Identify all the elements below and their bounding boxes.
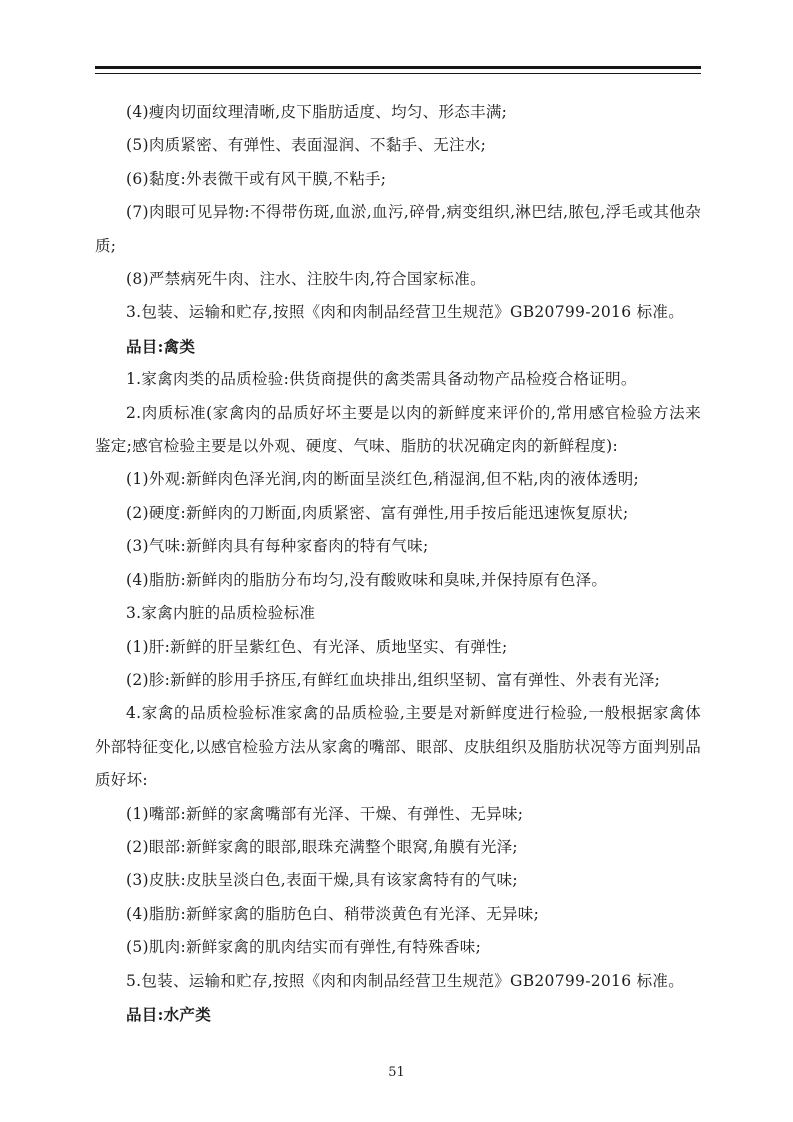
paragraph: (1)肝:新鲜的肝呈紫红色、有光泽、质地坚实、有弹性; [126, 637, 508, 656]
page-number: 51 [388, 1065, 405, 1080]
paragraph: (4)脂肪:新鲜家禽的脂肪色白、稍带淡黄色有光泽、无异味; [126, 904, 540, 923]
paragraph: (4)瘦肉切面纹理清晰,皮下脂肪适度、均匀、形态丰满; [126, 103, 508, 121]
paragraph: 2.肉质标准(家禽肉的品质好坏主要是以肉的新鲜度来评价的,常用感官检验方法来鉴定;感官检验主要是以外观、硬度、气味、脂肪的状况确定肉的新鲜程度): [95, 403, 701, 456]
paragraph: (3)气味:新鲜肉具有每种家畜肉的特有气味; [126, 537, 429, 556]
paragraph: (2)眼部:新鲜家禽的眼部,眼珠充满整个眼窝,角膜有光泽; [126, 837, 518, 856]
paragraph: 4.家禽的品质检验标准家禽的品质检验,主要是对新鲜度进行检验,一般根据家禽体外部特征变化,以感官检验方法从家禽的嘴部、眼部、皮肤组织及脂肪状况等方面判别品质好坏: [95, 704, 701, 790]
paragraph: (7)肉眼可见异物:不得带伤斑,血淤,血污,碎骨,病变组织,淋巴结,脓包,浮毛或其他杂质; [95, 203, 701, 255]
document-body [95, 96, 701, 1031]
paragraph: 5.包装、运输和贮存,按照《肉和肉制品经营卫生规范》GB20799-2016 标准。 [126, 971, 685, 990]
section-heading-poultry: 品目:禽类 [126, 336, 196, 356]
header-rule [95, 66, 701, 74]
paragraph: 3.包装、运输和贮存,按照《肉和肉制品经营卫生规范》GB20799-2016 标准。 [126, 303, 685, 322]
paragraph: (2)硬度:新鲜肉的刀断面,肉质紧密、富有弹性,用手按后能迅速恢复原状; [126, 503, 629, 522]
paragraph: 1.家禽肉类的品质检验:供货商提供的禽类需具备动物产品检疫合格证明。 [126, 370, 637, 389]
paragraph: (4)脂肪:新鲜肉的脂肪分布均匀,没有酸败味和臭味,并保持原有色泽。 [126, 570, 608, 589]
paragraph: 3.家禽内脏的品质检验标准 [126, 604, 316, 623]
paragraph: (5)肉质紧密、有弹性、表面湿润、不黏手、无注水; [126, 136, 487, 155]
paragraph: (2)胗:新鲜的胗用手挤压,有鲜红血块排出,组织坚韧、富有弹性、外表有光泽; [126, 670, 661, 689]
paragraph: (1)嘴部:新鲜的家禽嘴部有光泽、干燥、有弹性、无异味; [126, 804, 524, 823]
paragraph: (3)皮肤:皮肤呈淡白色,表面干燥,具有该家禽特有的气味; [126, 871, 518, 890]
paragraph: (8)严禁病死牛肉、注水、注胶牛肉,符合国家标准。 [126, 270, 486, 289]
section-heading-seafood: 品目:水产类 [126, 1004, 212, 1024]
paragraph: (1)外观:新鲜肉色泽光润,肉的断面呈淡红色,稍湿润,但不粘,肉的液体透明; [126, 470, 640, 489]
paragraph: (6)黏度:外表微干或有风干膜,不粘手; [126, 169, 387, 188]
paragraph: (5)肌肉:新鲜家禽的肌肉结实而有弹性,有特殊香味; [126, 938, 482, 957]
